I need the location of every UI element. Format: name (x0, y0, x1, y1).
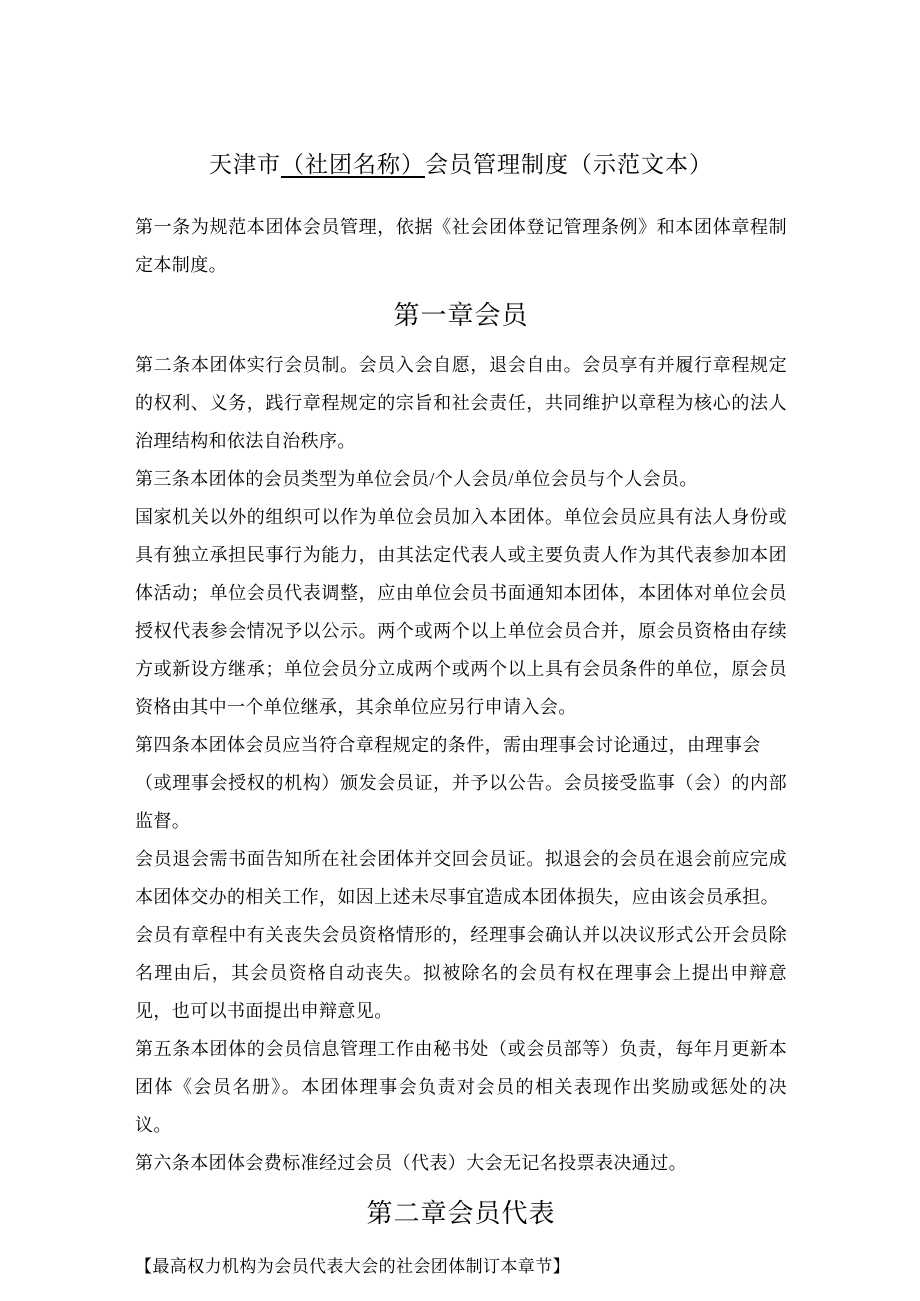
paragraph-article-1: 第一条为规范本团体会员管理，依据《社会团体登记管理条例》和本团体章程制定本制度。 (135, 217, 787, 275)
paragraph-article-5: 第五条本团体的会员信息管理工作由秘书处（或会员部等）负责，每年月更新本团体《会员名册》。本团体理事会负责对会员的相关表现作出奖励或惩处的决议。 (135, 1039, 787, 1135)
chapter-2-heading: 第二章会员代表 (366, 1199, 556, 1228)
paragraph-article-2: 第二条本团体实行会员制。会员入会自愿，退会自由。会员享有并履行章程规定的权利、义务，践行章程规定的宗旨和社会责任，共同维护以章程为核心的法人治理结构和依法自治秩序。 (135, 355, 787, 451)
org-name-blank: （社团名称） (281, 152, 425, 177)
document-title-prefix: 天津市 (209, 152, 281, 177)
paragraph-article-3: 第三条本团体的会员类型为单位会员/个人会员/单位会员与个人会员。 (135, 469, 698, 489)
paragraph-article-3-detail: 国家机关以外的组织可以作为单位会员加入本团体。单位会员应具有法人身份或具有独立承担民事行为能力，由其法定代表人或主要负责人作为其代表参加本团体活动；单位会员代表调整，应由单位会员书面通知本团体，本团体对单位会员授权代表参会情况予以公示。两个或两个以上单位会员合并，原会员资格由存续方或新设方继承；单位会员分立成两个或两个以上具有会员条件的单位，原会员资格由其中一个单位继承，其余单位应另行申请入会。 (135, 507, 787, 717)
paragraph-withdrawal: 会员退会需书面告知所在社会团体并交回会员证。拟退会的会员在退会前应完成本团体交办的相关工作，如因上述未尽事宜造成本团体损失，应由该会员承担。 (135, 849, 787, 907)
bracket-note: 【最高权力机构为会员代表大会的社会团体制订本章节】 (135, 1257, 570, 1276)
paragraph-article-4-line-1: 第四条本团体会员应当符合章程规定的条件，需由理事会讨论通过，由理事会 (135, 735, 761, 755)
paragraph-article-4-line-2: （或理事会授权的机构）颁发会员证，并予以公告。会员接受监事（会）的内部监督。 (135, 773, 787, 831)
chapter-1-heading: 第一章会员 (393, 301, 529, 330)
paragraph-article-6: 第六条本团体会费标准经过会员（代表）大会无记名投票表决通过。 (135, 1153, 687, 1173)
document-title (135, 148, 787, 182)
document-title-suffix: 会员管理制度（示范文本） (425, 152, 713, 177)
paragraph-disqualification: 会员有章程中有关丧失会员资格情形的，经理事会确认并以决议形式公开会员除名理由后，其会员资格自动丧失。拟被除名的会员有权在理事会上提出申辩意见，也可以书面提出申辩意见。 (135, 925, 787, 1021)
